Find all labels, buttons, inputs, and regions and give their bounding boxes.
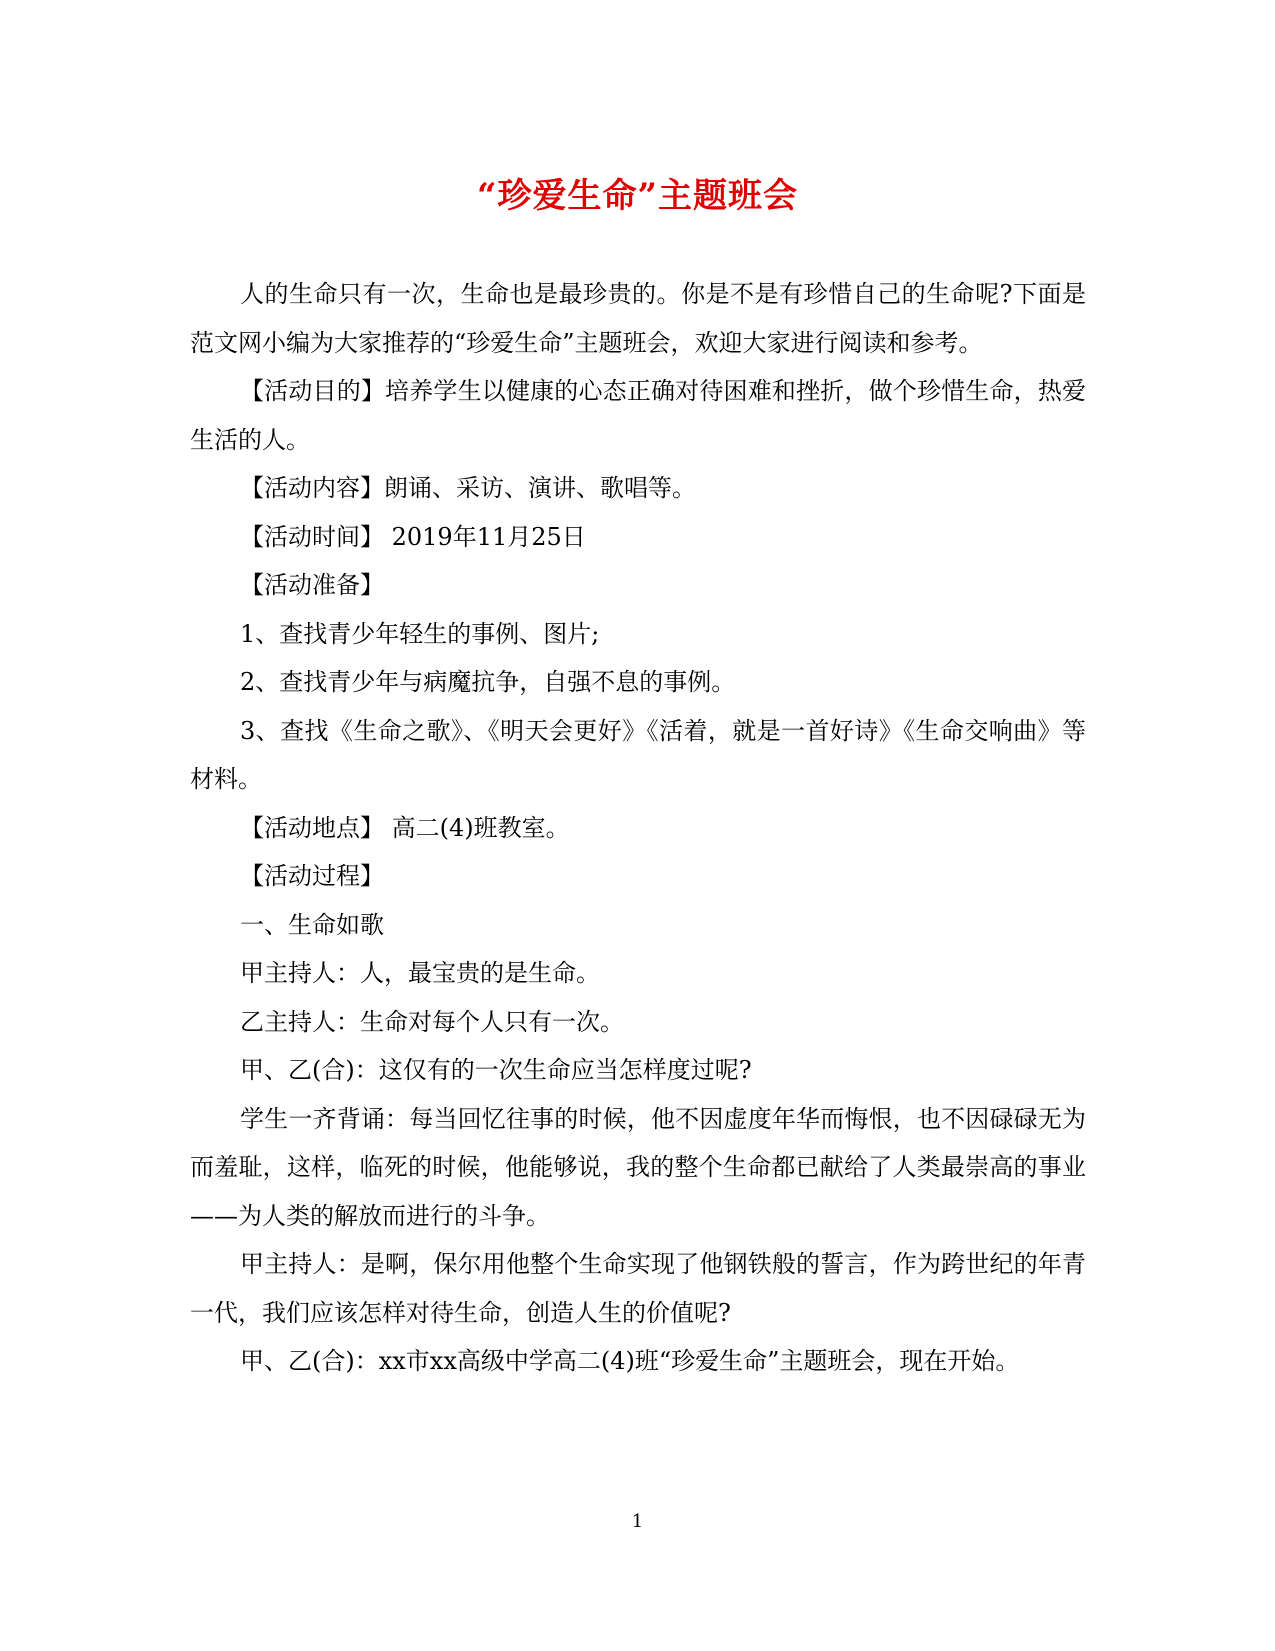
paragraph-activity-process-heading: 【活动过程】 — [240, 862, 384, 890]
paragraph-hosts-together-2: 甲、乙(合)：xx市xx高级中学高二(4)班“珍爱生命”主题班会，现在开始。 — [240, 1347, 1020, 1375]
paragraph-students-recite: 学生一齐背诵：每当回忆往事的时候，他不因虚度年华而悔恨，也不因碌碌无为而羞耻，这样，临死的时候，他能够说，我的整个生命都已献给了人类最崇高的事业——为人类的解放而进行的斗争。 — [190, 1104, 1086, 1230]
paragraph-prep-item-3: 3、查找《生命之歌》、《明天会更好》《活着，就是一首好诗》《生命交响曲》等材料。 — [190, 716, 1086, 793]
paragraph-activity-content: 【活动内容】朗诵、采访、演讲、歌唱等。 — [240, 474, 696, 502]
paragraph-prep-item-2: 2、查找青少年与病魔抗争，自强不息的事例。 — [240, 668, 736, 696]
paragraph-host-b-line-1: 乙主持人：生命对每个人只有一次。 — [240, 1007, 624, 1036]
paragraph-intro: 人的生命只有一次，生命也是最珍贵的。你是不是有珍惜自己的生命呢?下面是范文网小编为大家推荐的“珍爱生命”主题班会，欢迎大家进行阅读和参考。 — [190, 280, 1086, 357]
paragraph-activity-time: 【活动时间】 2019年11月25日 — [240, 522, 586, 551]
document-title: “珍爱生命”主题班会 — [476, 176, 799, 216]
paragraph-prep-item-1: 1、查找青少年轻生的事例、图片; — [240, 619, 600, 648]
paragraph-section-heading: 一、生命如歌 — [240, 910, 384, 939]
document-body — [190, 270, 1086, 1386]
paragraph-host-a-line-2: 甲主持人：是啊，保尔用他整个生命实现了他钢铁般的誓言，作为跨世纪的年青一代，我们应该怎样对待生命，创造人生的价值呢? — [190, 1250, 1086, 1327]
paragraph-activity-goal: 【活动目的】培养学生以健康的心态正确对待困难和挫折，做个珍惜生命，热爱生活的人。 — [190, 377, 1086, 454]
paragraph-host-a-line-1: 甲主持人：人，最宝贵的是生命。 — [240, 959, 600, 987]
paragraph-activity-location: 【活动地点】 高二(4)班教室。 — [240, 813, 570, 842]
paragraph-hosts-together-1: 甲、乙(合)：这仅有的一次生命应当怎样度过呢? — [240, 1056, 752, 1084]
page-number: 1 — [631, 1511, 644, 1532]
paragraph-activity-prep-heading: 【活动准备】 — [240, 571, 384, 599]
